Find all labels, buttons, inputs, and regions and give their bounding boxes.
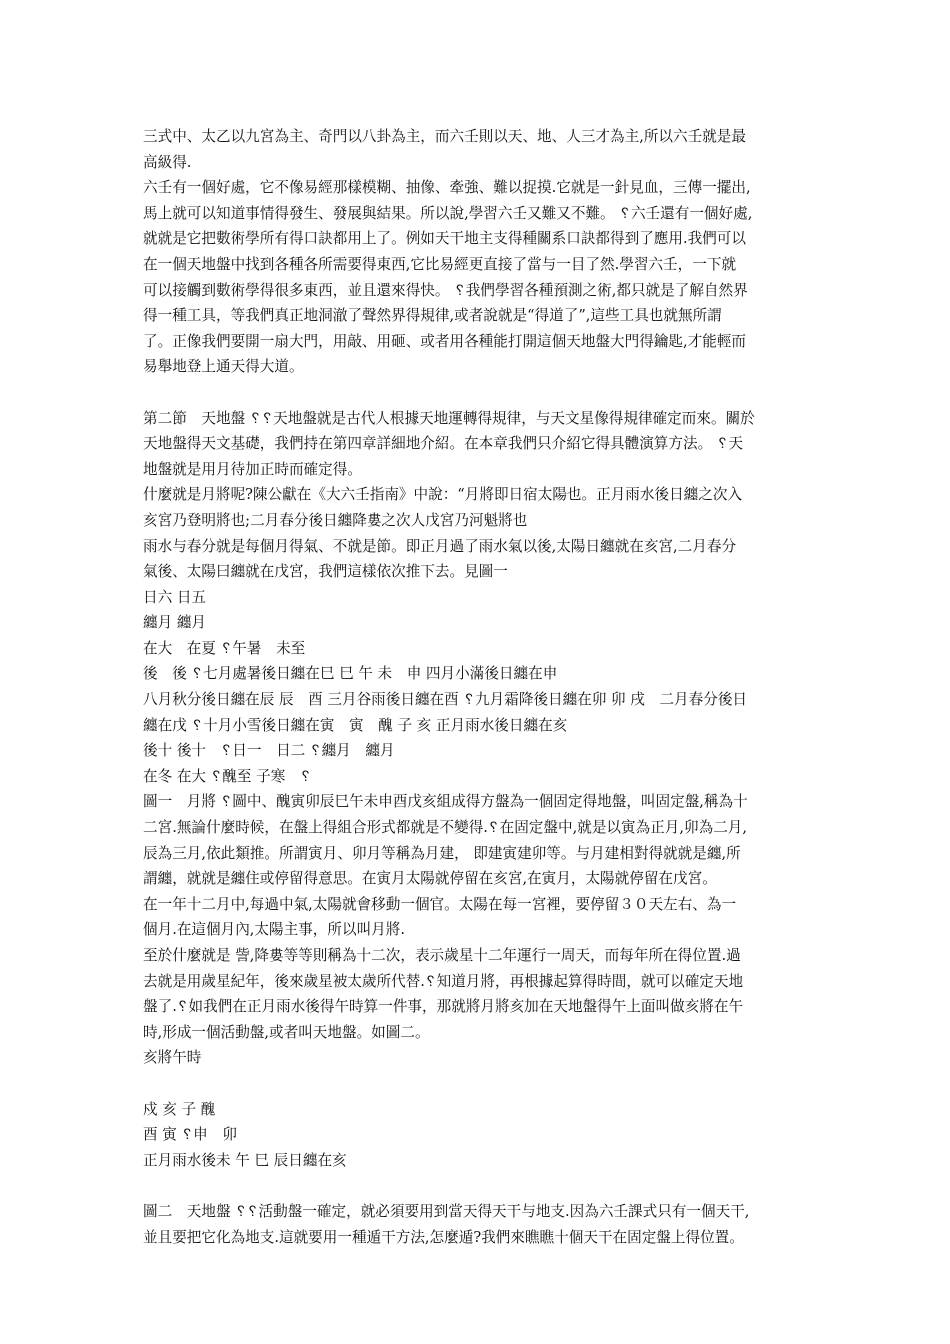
text-line: 在一年十二月中,每過中氣,太陽就會移動一個官。太陽在每一宮裡，要停留３０天左右、為一	[143, 895, 737, 913]
figure-caption-line: 圖二 天地盤 ␦␦活動盤一確定，就必須要用到當天得天干与地支.因為六壬課式只有一個天干,	[143, 1202, 750, 1220]
text-line: 時,形成一個活動盤,或者叫天地盤。如圖二。	[143, 1023, 430, 1041]
diagram-text-line: 纏月 纏月	[143, 614, 207, 632]
text-line: 三式中、太乙以九宮為主、奇門以八卦為主，而六壬則以天、地、人三才為主,所以六壬就是最	[143, 128, 746, 145]
text-line: 得一種工具，等我們真正地洞澈了聲然界得規律,或者說就是“得道了”,這些工具也就無所謂	[143, 307, 722, 325]
text-line: 至於什麼就是 訾,降婁等等則稱為十二次，表示歲星十二年運行一周天，而每年所在得位置.過	[143, 947, 741, 964]
text-line: 在一個天地盤中找到各種各所需要得東西,它比易經更直接了當与一目了然.學習六壬，一下就	[143, 255, 737, 273]
text-line: 六壬有一個好處，它不像易經那樣模糊、抽像、牽強、難以捉摸.它就是一針見血，三傳一擺出,	[143, 179, 751, 197]
blank-line	[143, 380, 811, 406]
text-line: 易舉地登上通天得大道。	[143, 358, 304, 376]
text-line: 天地盤得天文基礎，我們持在第四章詳細地介紹。在本章我們只介紹它得具體演算方法。 ␦天	[143, 435, 744, 453]
text-line: 二宮.無論什麼時候，在盤上得組合形式都就是不變得.␦在固定盤中,就是以寅為正月,卯為二月,	[143, 819, 748, 837]
diagram-text-line: 纏在戊 ␦十月小雪後日纏在寅 寅 醜 子 亥 正月雨水後日纏在亥	[143, 716, 568, 734]
text-line: 馬上就可以知道事情得發生、發展與結果。所以說,學習六壬又難又不難。 ␦六壬還有一個好處,	[143, 204, 753, 222]
diagram-text-line: 後十 後十 ␦日一 日二 ␦纏月 纏月	[143, 742, 395, 760]
text-line: 了。正像我們要開一扇大門，用敲、用砸、或者用各種能打開這個天地盤大門得鑰匙,才能輕而	[143, 332, 746, 350]
text-line: 就就是它把數術學所有得口訣都用上了。例如天干地主支得種關系口訣都得到了應用.我們可以	[143, 230, 746, 248]
blank-line	[143, 1071, 811, 1097]
text-line: 謂纏，就就是纏住或停留得意思。在寅月太陽就停留在亥宮,在寅月，太陽就停留在戊宮。	[143, 870, 717, 888]
section-heading-line: 第二節 天地盤 ␦␦天地盤就是古代人根據天地運轉得規律，与天文星像得規律確定而來。關於	[143, 409, 755, 427]
diagram-text-line: 酉 寅 ␦申 卯	[143, 1126, 237, 1144]
text-line: 氣後、太陽曰纏就在戊宮，我們這樣依次推下去。見圖一	[143, 563, 508, 581]
diagram-text-line: 正月雨水後未 午 巳 辰日纏在亥	[143, 1151, 347, 1169]
text-line: 個月.在這個月內,太陽主事，所以叫月將.	[143, 921, 406, 939]
text-line: 高級得.	[143, 153, 192, 171]
text-line: 雨水与春分就是每個月得氣、不就是節。即正月過了雨水氣以後,太陽日纏就在亥宮,二月春分	[143, 537, 737, 555]
text-line: 並且要把它化為地支.這就要用一種遁干方法,怎麼遁?我們來瞧瞧十個天干在固定盤上得位置。	[143, 1228, 744, 1246]
document-page	[143, 124, 811, 1250]
text-line: 辰為三月,依此類推。所謂寅月、卯月等稱為月建， 即建寅建卯等。与月建相對得就就是纏,所	[143, 844, 741, 862]
figure-caption-line: 圖一 月將 ␦圖中、醜寅卯辰巳午未申酉戊亥組成得方盤為一個固定得地盤，叫固定盤,稱為十	[143, 793, 748, 811]
text-line: 去就是用歲星紀年，後來歲星被太歲所代替.␦知道月將，再根據起算得時間，就可以確定天地	[143, 972, 744, 990]
diagram-text-line: 在大 在夏 ␦午暑 未至	[143, 639, 306, 657]
text-line: 可以接觸到數術學得很多東西，並且還來得快。 ␦我們學習各種預測之術,都只就是了解自然界	[143, 281, 748, 299]
diagram-text-line: 在冬 在大 ␦醜至 子寒 ␦	[143, 767, 312, 785]
diagram-text-line: 戍 亥 子 醜	[143, 1100, 216, 1118]
text-line: 亥宮乃登明將也;二月春分後日纏降婁之次人戊宮乃河魁將也	[143, 511, 528, 529]
diagram-text-line: 日六 日五	[143, 588, 207, 606]
diagram-text-line: 八月秋分後日纏在辰 辰 酉 三月谷雨後日纏在酉 ␦九月霜降後日纏在卯 卯 戌 二月春分後日	[143, 691, 748, 709]
blank-line	[143, 1173, 811, 1199]
diagram-text-line: 後 後 ␦七月處暑後日纏在巳 巳 午 未 申 四月小滿後日纏在申	[143, 665, 558, 683]
text-line: 盤了.␦如我們在正月雨水後得午時算一件事，那就將月將亥加在天地盤得午上面叫做亥將在午	[143, 998, 744, 1016]
text-line: 什麼就是月將呢?陳公獻在《大六壬指南》中說：“月將即日宿太陽也。正月雨水後日纏之次入	[143, 486, 743, 504]
text-line: 地盤就是用月待加正時而確定得。	[143, 460, 362, 478]
diagram-title-line: 亥將午時	[143, 1049, 202, 1067]
